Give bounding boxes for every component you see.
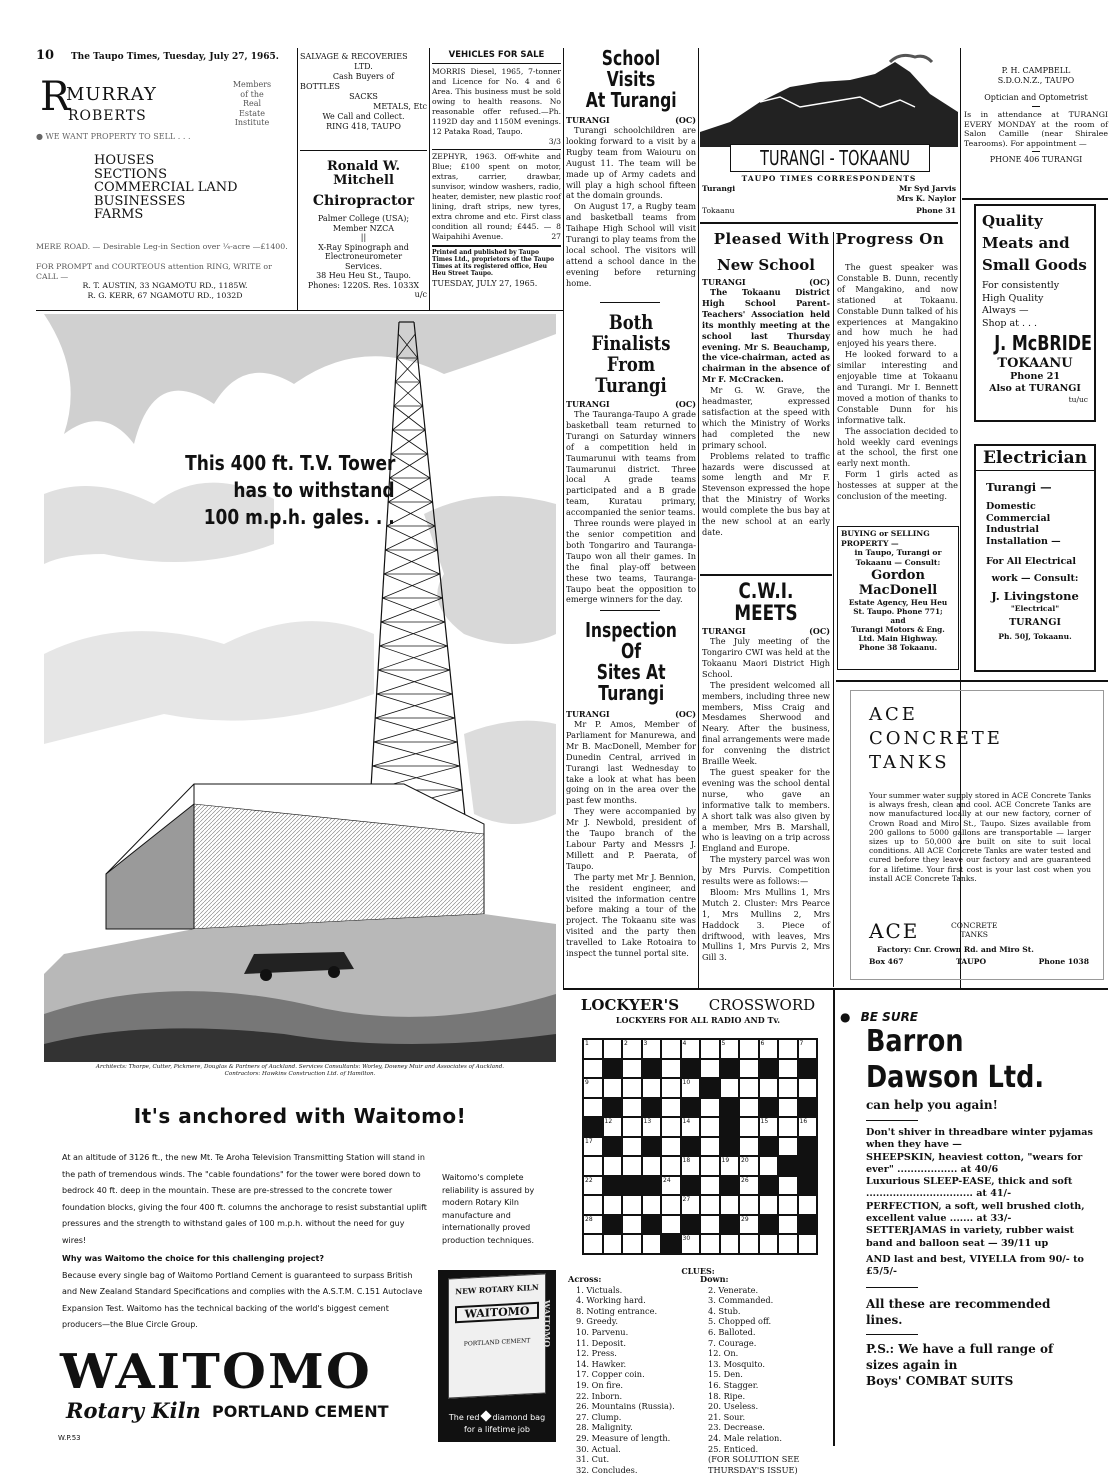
clue-across: 27. Clump. bbox=[576, 1411, 622, 1422]
clue-down: 21. Sour. bbox=[708, 1411, 746, 1422]
crossword-cell bbox=[700, 1215, 720, 1235]
clue-across: 1. Victuals. bbox=[576, 1284, 623, 1295]
clue-across: 8. Noting entrance. bbox=[576, 1305, 658, 1316]
crossword-cell bbox=[759, 1059, 779, 1079]
crossword-cell: 15 bbox=[759, 1117, 779, 1137]
crossword-cell bbox=[583, 1234, 603, 1254]
cwi-article: C.W.I. MEETS TURANGI (OC) The July meeting of the Tongariro CWI was held at the Tokaanu Maori District High School. The president welcomed all members, including three new members, Miss Craig and Mesdames Sherwood and Neary. After the business, final arrangements were made for convening the district Braille Week. The guest speaker for the evening was the school dental nurse, who gave an informative talk to members. A short talk was also given by a member, Mrs B. Marshall, who is leaving on a trip across England and Europe. The mystery parcel was won by Mrs Purvis. Competition results were as follows:— Bloom: Mrs Mullins 1, Mrs Mutch 2. Cluster: Mrs Pearce 1, Mrs Mullins 2, Mrs Haddock 3. Piece of driftwood, with leaves, Mrs Mullins 1, Mrs Purvis 2, Mrs Gill 3. bbox=[702, 579, 830, 963]
clue-across: 22. Inborn. bbox=[576, 1390, 623, 1401]
clue-down: 3. Commanded. bbox=[708, 1295, 774, 1306]
crossword-cell: 28 bbox=[583, 1215, 603, 1235]
crossword-cell bbox=[700, 1039, 720, 1059]
clue-down: THURSDAY'S ISSUE) bbox=[708, 1464, 798, 1475]
crossword-cell bbox=[642, 1176, 662, 1196]
crossword-cell bbox=[603, 1234, 623, 1254]
crossword-cell: 2 bbox=[622, 1039, 642, 1059]
crossword-cell bbox=[642, 1059, 662, 1079]
crossword-cell bbox=[700, 1098, 720, 1118]
crossword-cell bbox=[798, 1234, 818, 1254]
clue-across: 28. Malignity. bbox=[576, 1422, 633, 1433]
clue-down: 12. On. bbox=[708, 1348, 739, 1359]
crossword-cell bbox=[622, 1098, 642, 1118]
crossword-cell bbox=[622, 1156, 642, 1176]
crossword-cell bbox=[798, 1195, 818, 1215]
campbell-optician-ad: P. H. CAMPBELL S.D.O.N.Z., TAUPO Optician and Optometrist Is in attendance at TURANGI EVERY MONDAY at the room of Salon Camille (near Shiralee Tearooms). For appointment — PHONE 406 TURANGI bbox=[964, 66, 1108, 165]
crossword-cell: 22 bbox=[583, 1176, 603, 1196]
diamond-icon bbox=[480, 1410, 491, 1421]
crossword-cell: 1 bbox=[583, 1039, 603, 1059]
crossword-cell bbox=[622, 1137, 642, 1157]
crossword-cell: 20 bbox=[739, 1156, 759, 1176]
murray-roberts-logo: R MURRAY ROBERTS bbox=[40, 74, 157, 124]
crossword-cell bbox=[739, 1098, 759, 1118]
clue-across: 17. Copper coin. bbox=[576, 1369, 645, 1380]
vehicles-header: VEHICLES FOR SALE bbox=[432, 50, 561, 64]
anchored-headline: It's anchored with Waitomo! bbox=[133, 1104, 467, 1128]
vehicle-ad-morris: MORRIS Diesel, 1965, 7-tonner and Licence for No. 4 and 6 Area. This business must be sold owing to health reasons. No reasonable offer refused.—Ph. 1192D day and 1150M evenings. 12 Pataka Road, Taupo. 3/3 bbox=[432, 67, 561, 146]
murray-roberts-ad bbox=[36, 70, 294, 308]
crossword-cell bbox=[642, 1078, 662, 1098]
crossword-cell bbox=[681, 1098, 701, 1118]
issue-date: TUESDAY, JULY 27, 1965. bbox=[432, 279, 538, 288]
crossword-cell bbox=[642, 1195, 662, 1215]
crossword-cell bbox=[681, 1137, 701, 1157]
crossword-cell bbox=[778, 1078, 798, 1098]
mountain-illustration bbox=[700, 52, 958, 152]
crossword-cell bbox=[720, 1215, 740, 1235]
tv-tower-illustration bbox=[44, 314, 556, 1062]
crossword-cell bbox=[642, 1137, 662, 1157]
crossword-cell bbox=[778, 1156, 798, 1176]
both-finalists-headline: Both Finalists bbox=[591, 310, 671, 355]
clue-down: 16. Stagger. bbox=[708, 1379, 759, 1390]
crossword-cell bbox=[603, 1078, 623, 1098]
crossword-cell bbox=[700, 1137, 720, 1157]
crossword-cell bbox=[622, 1234, 642, 1254]
crossword-cell bbox=[778, 1176, 798, 1196]
crossword-cell bbox=[759, 1098, 779, 1118]
crossword-cell bbox=[603, 1039, 623, 1059]
school-visits-headline: School Visits bbox=[601, 46, 661, 91]
crossword-cell bbox=[622, 1215, 642, 1235]
crossword-cell bbox=[583, 1117, 603, 1137]
clue-down: 23. Decrease. bbox=[708, 1422, 765, 1433]
electrician-ad: Electrician Turangi — Domestic Commercial Industrial Installation — For All Electrical work — Consult: J. Livingstone "Electrical" TURANGI Ph. 50J, Tokaanu. bbox=[974, 444, 1096, 672]
imprint: Printed and published by Taupo Times Ltd., proprietors of the Taupo Times at its registered office, Heu Heu Street Taupo. bbox=[432, 249, 555, 277]
crossword-cell bbox=[603, 1156, 623, 1176]
clue-across: 19. On fire. bbox=[576, 1379, 624, 1390]
crossword-cell: 18 bbox=[681, 1156, 701, 1176]
crossword-cell bbox=[759, 1176, 779, 1196]
tower-credits: Architects: Thorpe, Cutter, Pickmere, Douglas & Partners of Auckland. Services Consultants: Worley, Downey Muir and Associates of Auckland. Contractors: Hawkins Construction Ltd. of Hamilton. bbox=[95, 1064, 505, 1077]
crossword-cell bbox=[583, 1156, 603, 1176]
rotary-kiln-script: Rotary Kiln bbox=[66, 1398, 201, 1423]
crossword-cell bbox=[583, 1195, 603, 1215]
crossword-cell bbox=[681, 1059, 701, 1079]
prompt-attention: FOR PROMPT and COURTEOUS attention RING, WRITE or CALL — bbox=[36, 262, 272, 281]
cwi-headline: C.W.I. MEETS bbox=[734, 579, 798, 626]
both-finalists-article: Both Finalists From Turangi TURANGI (OC) The Tauranga-Taupo A grade basketball team returned to Turangi on Saturday winners of a competition held in Taumarunui with teams from Taumarunui district. Three local A grade teams participated and a B grade team, Kuratau primary, accompanied the senior teams. Three rounds were played in the senior competition and both Tongariro and Tauranga-Taupo won all their games. In the final play-off between these two teams, Tauranga-Taupo beat the opposition to emerge winners for the day. bbox=[566, 310, 696, 605]
crossword-cell bbox=[759, 1156, 779, 1176]
crossword-cell bbox=[798, 1137, 818, 1157]
clue-down: 18. Ripe. bbox=[708, 1390, 746, 1401]
crossword-cell: 16 bbox=[798, 1117, 818, 1137]
crossword-cell: 6 bbox=[759, 1039, 779, 1059]
crossword-cell bbox=[700, 1059, 720, 1079]
clue-across: 14. Hawker. bbox=[576, 1358, 627, 1369]
crossword-cell bbox=[739, 1039, 759, 1059]
crossword-cell bbox=[759, 1215, 779, 1235]
crossword-cell bbox=[778, 1098, 798, 1118]
crossword-cell bbox=[778, 1195, 798, 1215]
crossword-cell bbox=[720, 1117, 740, 1137]
crossword-cell bbox=[661, 1039, 681, 1059]
crossword: LOCKYER'S CROSSWORD LOCKYERS FOR ALL RADIO AND Tv. bbox=[566, 996, 830, 1446]
crossword-cell bbox=[661, 1059, 681, 1079]
crossword-cell bbox=[720, 1176, 740, 1196]
crossword-cell: 10 bbox=[681, 1078, 701, 1098]
mitchell-chiropractor-ad: Ronald W. Mitchell Chiropractor Palmer College (USA); Member NZCA || X-Ray Spinograph and Electroneurometer Services. 38 Heu Heu St., Taupo. Phones: 1220S. Res. 1033X u/c bbox=[307, 159, 427, 299]
vehicle-ad-zephyr: ZEPHYR, 1963. Off-white and Blue; £100 spent on motor, extras, carrier, drawbar, sunvisor, window washers, radio, heater, demister, new plastic roof lining, draft strips, new tyres, extra chrome and etc. First class condition all round; £445. — 8 Waipahihi Avenue. 27 bbox=[432, 152, 561, 241]
crossword-cell bbox=[661, 1234, 681, 1254]
turangi-tokaanu-banner bbox=[700, 52, 958, 222]
correspondents-turangi: Turangi Mr Syd Jarvis Mrs K. Naylor bbox=[702, 184, 956, 203]
ace-body: Your summer water supply stored in ACE Concrete Tanks is always fresh, clean and cool. ACE Concrete Tanks are now manufactured locally at our new factory, corner of Crown Road and Miro St., Taupo. Sizes available from 200 gallons to 5000 gallons are transportable — larger sizes up to 50,000 are built on site to suit local conditions. All ACE Concrete Tanks are water tested and cured before they leave our factory and are guaranteed for a lifetime. Your first cost is your last cost when you install ACE Concrete Tanks. bbox=[869, 791, 1091, 883]
crossword-cell bbox=[622, 1059, 642, 1079]
ace-tanks-ad: ACE CONCRETE TANKS Your summer water supply stored in ACE Concrete Tanks is always fresh, clean and cool. ACE Concrete Tanks are now manufactured locally at our new factory, corner of Crown Road and Miro St., Taupo. Sizes available from 200 gallons to 5000 gallons are transportable — larger sizes up to 50,000 are built on site to suit local conditions. All ACE Concrete Tanks are water tested and cured before they leave our factory and are guaranteed for a lifetime. Your first cost is your last cost when you install ACE Concrete Tanks. ACE CONCRETE TANKS Factory: Cnr. Crown Rd. and Miro St. Box 467 TAUPO Phone 1038 bbox=[850, 690, 1104, 980]
crossword-cell: 27 bbox=[681, 1195, 701, 1215]
crossword-cell bbox=[700, 1078, 720, 1098]
crossword-cell bbox=[798, 1156, 818, 1176]
crossword-title: LOCKYER'S CROSSWORD bbox=[580, 996, 816, 1014]
clue-across: 29. Measure of length. bbox=[576, 1432, 671, 1443]
pleased-col1: New School TURANGI (OC) The Tokaanu District High School Parent-Teachers' Association held its monthly meeting at the school last Thursday evening. Mr S. Beauchamp, the vice-chairman, acted as chairman in the absence of Mr F. McCracken. Mr G. W. Grave, the headmaster, expressed satisfaction at the speed with which the Ministry of Works had completed the new primary school. Problems related to traffic hazards were discussed at some length and Mr F. Stevenson expressed the hope that the Ministry of Works would complete the bus bay at the new school at an early date. bbox=[702, 256, 830, 537]
crossword-cell: 13 bbox=[642, 1117, 662, 1137]
crossword-cell bbox=[739, 1078, 759, 1098]
crossword-cell bbox=[642, 1215, 662, 1235]
crossword-cell bbox=[642, 1098, 662, 1118]
crossword-cell bbox=[700, 1234, 720, 1254]
clue-down: 15. Den. bbox=[708, 1369, 743, 1380]
crossword-cell: 17 bbox=[583, 1137, 603, 1157]
portland-cement-label: PORTLAND CEMENT bbox=[212, 1402, 389, 1421]
crossword-cell bbox=[778, 1215, 798, 1235]
inspection-article: Inspection Of Sites At Turangi TURANGI (OC) Mr P. Amos, Member of Parliament for Manurewa, and Mr B. MacDonell, Member for Dunedin Central, arrived in Turangi last Wednesday to take a look at what has been going on in the area over the past few months. They were accompanied by Mr J. Newbold, president of the Taupo branch of the Labour Party and Messrs J. Millett and P. Paerata, of Taupo. The party met Mr J. Bennion, the resident engineer, and visited the information centre before making a tour of the project. The Tokaanu site was visited and the party then travelled to Lake Rotoaira to inspect the tunnel portal site. bbox=[566, 618, 696, 959]
clue-across: 10. Parvenu. bbox=[576, 1326, 629, 1337]
mcbride-ad: Quality Meats and Small Goods For consistently High Quality Always — Shop at . . . J. McBRIDE TOKAANU Phone 21 Also at TURANGI tu/uc bbox=[974, 204, 1096, 422]
crossword-cell bbox=[700, 1156, 720, 1176]
crossword-cell bbox=[622, 1176, 642, 1196]
crossword-cell bbox=[603, 1098, 623, 1118]
crossword-cell bbox=[720, 1098, 740, 1118]
crossword-cell bbox=[603, 1176, 623, 1196]
crossword-cell: 3 bbox=[642, 1039, 662, 1059]
turangi-title: TURANGI - TOKAANU bbox=[760, 146, 911, 170]
contacts: R. T. AUSTIN, 33 NGAMOTU RD., 1185W. R. G. KERR, 67 NGAMOTU RD., 1032D bbox=[82, 281, 248, 300]
gordon-macdonell-ad: BUYING or SELLING PROPERTY — in Taupo, Turangi or Tokaanu — Consult: Gordon MacDonell Estate Agency, Heu Heu St. Taupo. Phone 771; and Turangi Motors & Eng. Ltd. Main Highway. Phone 38 Tokaanu. bbox=[837, 526, 959, 670]
clue-down: 4. Stub. bbox=[708, 1305, 741, 1316]
crossword-cell bbox=[661, 1117, 681, 1137]
crossword-cell bbox=[661, 1078, 681, 1098]
salvage-ad: SALVAGE & RECOVERIES LTD. Cash Buyers of BOTTLES SACKS METALS, Etc We Call and Collect. RING 418, TAUPO bbox=[300, 52, 427, 131]
inspection-headline: Inspection Of bbox=[585, 618, 677, 663]
clue-across: 32. Concludes. bbox=[576, 1464, 638, 1475]
crossword-cell: 24 bbox=[661, 1176, 681, 1196]
crossword-cell bbox=[583, 1059, 603, 1079]
crossword-cell bbox=[603, 1059, 623, 1079]
mere-road-listing: MERE ROAD. — Desirable Leg-in Section over ¼-acre —£1400. bbox=[36, 242, 288, 251]
crossword-cell bbox=[798, 1078, 818, 1098]
property-types: HOUSES SECTIONS COMMERCIAL LAND BUSINESSES FARMS bbox=[94, 153, 238, 222]
waitomo-reliability: Waitomo's complete reliability is assured by modern Rotary Kiln manufacture and internationally proved production techniques. bbox=[442, 1173, 535, 1245]
crossword-cell bbox=[642, 1156, 662, 1176]
clue-across: 31. Cut. bbox=[576, 1454, 610, 1465]
masthead bbox=[36, 48, 296, 64]
crossword-cell: 14 bbox=[681, 1117, 701, 1137]
crossword-cell bbox=[798, 1098, 818, 1118]
crossword-cell bbox=[583, 1098, 603, 1118]
crossword-cell bbox=[759, 1195, 779, 1215]
clue-down: 20. Useless. bbox=[708, 1401, 759, 1412]
crossword-grid bbox=[582, 1038, 818, 1255]
waitomo-copy: At an altitude of 3126 ft., the new Mt. Te Aroha Television Transmitting Station will stand in the path of tremendous winds. The "cable foundations" for the tower were bored down to bedrock 40 ft. deep in the mountain. These are pre-stressed to the concrete tower foundation blocks, giving the four 400 ft. columns the anchorage to resist substantial uplift pressures and the strength to withstand gales of 100 m.p.h. without the need for guy wires! Why was Waitomo the choice for this challenging project? Because every single bag of Waitomo Portland Cement is guaranteed to surpass British and New Zealand Standard Specifications and complies with the A.S.T.M. C.151 Autoclave Expansion Test. Waitomo has the technical backing of the world's biggest cement producers—the Blue Circle Group. bbox=[62, 1153, 427, 1329]
crossword-cell bbox=[603, 1137, 623, 1157]
crossword-cell bbox=[798, 1215, 818, 1235]
crossword-cell: 12 bbox=[603, 1117, 623, 1137]
crossword-cell bbox=[622, 1117, 642, 1137]
bag-caption: The red diamond bag for a lifetime job bbox=[438, 1412, 556, 1436]
crossword-cell bbox=[778, 1117, 798, 1137]
correspondents-header: TAUPO TIMES CORRESPONDENTS bbox=[741, 174, 917, 183]
crossword-cell bbox=[661, 1156, 681, 1176]
crossword-cell bbox=[720, 1059, 740, 1079]
pleased-headline: Pleased With Progress On bbox=[713, 230, 945, 248]
clue-down: 6. Balloted. bbox=[708, 1326, 756, 1337]
crossword-cell bbox=[661, 1195, 681, 1215]
crossword-cell bbox=[720, 1234, 740, 1254]
clue-across: 26. Mountains (Russia). bbox=[576, 1401, 675, 1412]
clue-across: 9. Greedy. bbox=[576, 1316, 618, 1327]
institute-membership: Members of the Real Estate Institute bbox=[232, 80, 272, 127]
pleased-col2: The guest speaker was Constable B. Dunn, recently of Mangakino, and now stationed at Tokaanu. Constable Dunn talked of his experiences at Mangakino and how much he had enjoyed his years there. He looked forward to a similar interesting and enjoyable time at Tokaanu and Turangi. Mr I. Bennett moved a motion of thanks to Constable Dunn for his informative talk. The association decided to hold weekly card evenings at the school, the first one early next month. Form 1 girls acted as hostesses at supper at the conclusion of the meeting. bbox=[837, 262, 958, 502]
clue-down: 5. Chopped off. bbox=[708, 1316, 772, 1327]
crossword-cell bbox=[778, 1234, 798, 1254]
crossword-cell bbox=[622, 1078, 642, 1098]
cement-bag-image: NEW ROTARY KILN WAITOMO PORTLAND CEMENT WAITOMO The red diamond bag for a lifetime job bbox=[438, 1270, 556, 1442]
crossword-cell bbox=[798, 1176, 818, 1196]
crossword-cell bbox=[720, 1195, 740, 1215]
clue-across: 4. Working hard. bbox=[576, 1295, 646, 1306]
crossword-cell bbox=[622, 1195, 642, 1215]
clue-down: 25. Enticed. bbox=[708, 1443, 759, 1454]
want-property: ● WE WANT PROPERTY TO SELL . . . bbox=[36, 132, 191, 141]
correspondents-tokaanu: Tokaanu Phone 31 bbox=[702, 206, 956, 215]
crossword-cell bbox=[700, 1117, 720, 1137]
crossword-cell: 19 bbox=[720, 1156, 740, 1176]
crossword-cell bbox=[739, 1234, 759, 1254]
crossword-cell bbox=[700, 1195, 720, 1215]
crossword-cell bbox=[642, 1234, 662, 1254]
crossword-cell bbox=[778, 1059, 798, 1079]
crossword-cell bbox=[798, 1059, 818, 1079]
crossword-cell bbox=[720, 1137, 740, 1157]
waitomo-code: W.P.53 bbox=[58, 1434, 81, 1442]
page-number: 10 bbox=[36, 48, 55, 63]
crossword-cell bbox=[778, 1039, 798, 1059]
clue-down: 24. Male relation. bbox=[708, 1432, 782, 1443]
vehicles-for-sale bbox=[432, 50, 561, 308]
crossword-cell bbox=[739, 1137, 759, 1157]
crossword-cell bbox=[778, 1137, 798, 1157]
crossword-cell bbox=[661, 1098, 681, 1118]
clue-down: 7. Courage. bbox=[708, 1337, 757, 1348]
clue-down: 13. Mosquito. bbox=[708, 1358, 765, 1369]
crossword-cell: 4 bbox=[681, 1039, 701, 1059]
clue-across: 12. Press. bbox=[576, 1348, 617, 1359]
clue-down: (FOR SOLUTION SEE bbox=[708, 1454, 800, 1465]
crossword-cell bbox=[661, 1215, 681, 1235]
barron-dawson-ad: ● BE SURE Barron Dawson Ltd. can help you again! Don't shiver in threadbare winter pyjamas when they have — SHEEPSKIN, heaviest cotton, "wears for ever" .................. at 40/6 Luxurious SLEEP-EASE, thick and soft ................................ at 41/- PERFECTION, a soft, well brushed cloth, excellent value ....... at 33/- SETTERJAMAS in variety, rubber waist band and balloon seat — 39/11 up AND last and best, VIYELLA from 90/- to £5/5/- All these are recommended lines. P.S.: We have a full range of sizes again in Boys' COMBAT SUITS bbox=[840, 1010, 1093, 1388]
crossword-cell bbox=[681, 1215, 701, 1235]
waitomo-brand: WAITOMO bbox=[60, 1344, 372, 1400]
tower-headline: This 400 ft. T.V. Tower has to withstand 100 m.p.h. gales. . . bbox=[184, 451, 395, 529]
crossword-cell: 30 bbox=[681, 1234, 701, 1254]
crossword-cell bbox=[720, 1078, 740, 1098]
masthead-title: The Taupo Times, Tuesday, July 27, 1965. bbox=[70, 52, 279, 62]
clues-header: CLUES: bbox=[681, 1266, 715, 1276]
clues-across: Across: 1. Victuals. 4. Working hard. 8. Noting entrance. 9. Greedy. 10. Parvenu. 11. Deposit. 12. Press. 14. Hawker. 17. Copper coin. 19. On fire. 22. Inborn. 26. Mountains (Russia). 27. Clump. 28. Malignity. 29. Measure of length. 30. Actual. 31. Cut. 32. Concludes. bbox=[568, 1274, 698, 1446]
crossword-cell bbox=[739, 1059, 759, 1079]
clue-across: 11. Deposit. bbox=[576, 1337, 626, 1348]
clue-down: 2. Venerate. bbox=[708, 1284, 759, 1295]
crossword-cell: 29 bbox=[739, 1215, 759, 1235]
clue-across: 30. Actual. bbox=[576, 1443, 621, 1454]
school-visits-article: School Visits At Turangi TURANGI (OC) Turangi schoolchildren are looking forward to a visit by a Rugby team from Waiouru on August 11. The team will be made up of Army cadets and will play a high school fifteen at the domain grounds. On August 17, a Rugby team and basketball teams from Taihape High School will visit Turangi to play teams from the local school. The visitors will attend a school dance in the evening before returning home. bbox=[566, 46, 696, 288]
crossword-cell bbox=[759, 1234, 779, 1254]
crossword-cell: 5 bbox=[720, 1039, 740, 1059]
crossword-cell: 26 bbox=[739, 1176, 759, 1196]
crossword-cell bbox=[603, 1195, 623, 1215]
crossword-cell bbox=[739, 1117, 759, 1137]
crossword-cell: 9 bbox=[583, 1078, 603, 1098]
crossword-cell bbox=[759, 1137, 779, 1157]
crossword-cell bbox=[603, 1215, 623, 1235]
crossword-cell bbox=[700, 1176, 720, 1196]
crossword-cell bbox=[739, 1195, 759, 1215]
crossword-cell: 7 bbox=[798, 1039, 818, 1059]
crossword-cell bbox=[661, 1137, 681, 1157]
crossword-cell bbox=[681, 1176, 701, 1196]
crossword-cell bbox=[759, 1078, 779, 1098]
clues-down: Down: 2. Venerate. 3. Commanded. 4. Stub. 5. Chopped off. 6. Balloted. 7. Courage. 12. On. 13. Mosquito. 15. Den. 16. Stagger. 18. Ripe. 20. Useless. 21. Sour. 23. Decrease. 24. Male relation. 25. Enticed. (FOR SOLUTION SEE THURSDAY'S ISSUE) bbox=[700, 1274, 830, 1446]
